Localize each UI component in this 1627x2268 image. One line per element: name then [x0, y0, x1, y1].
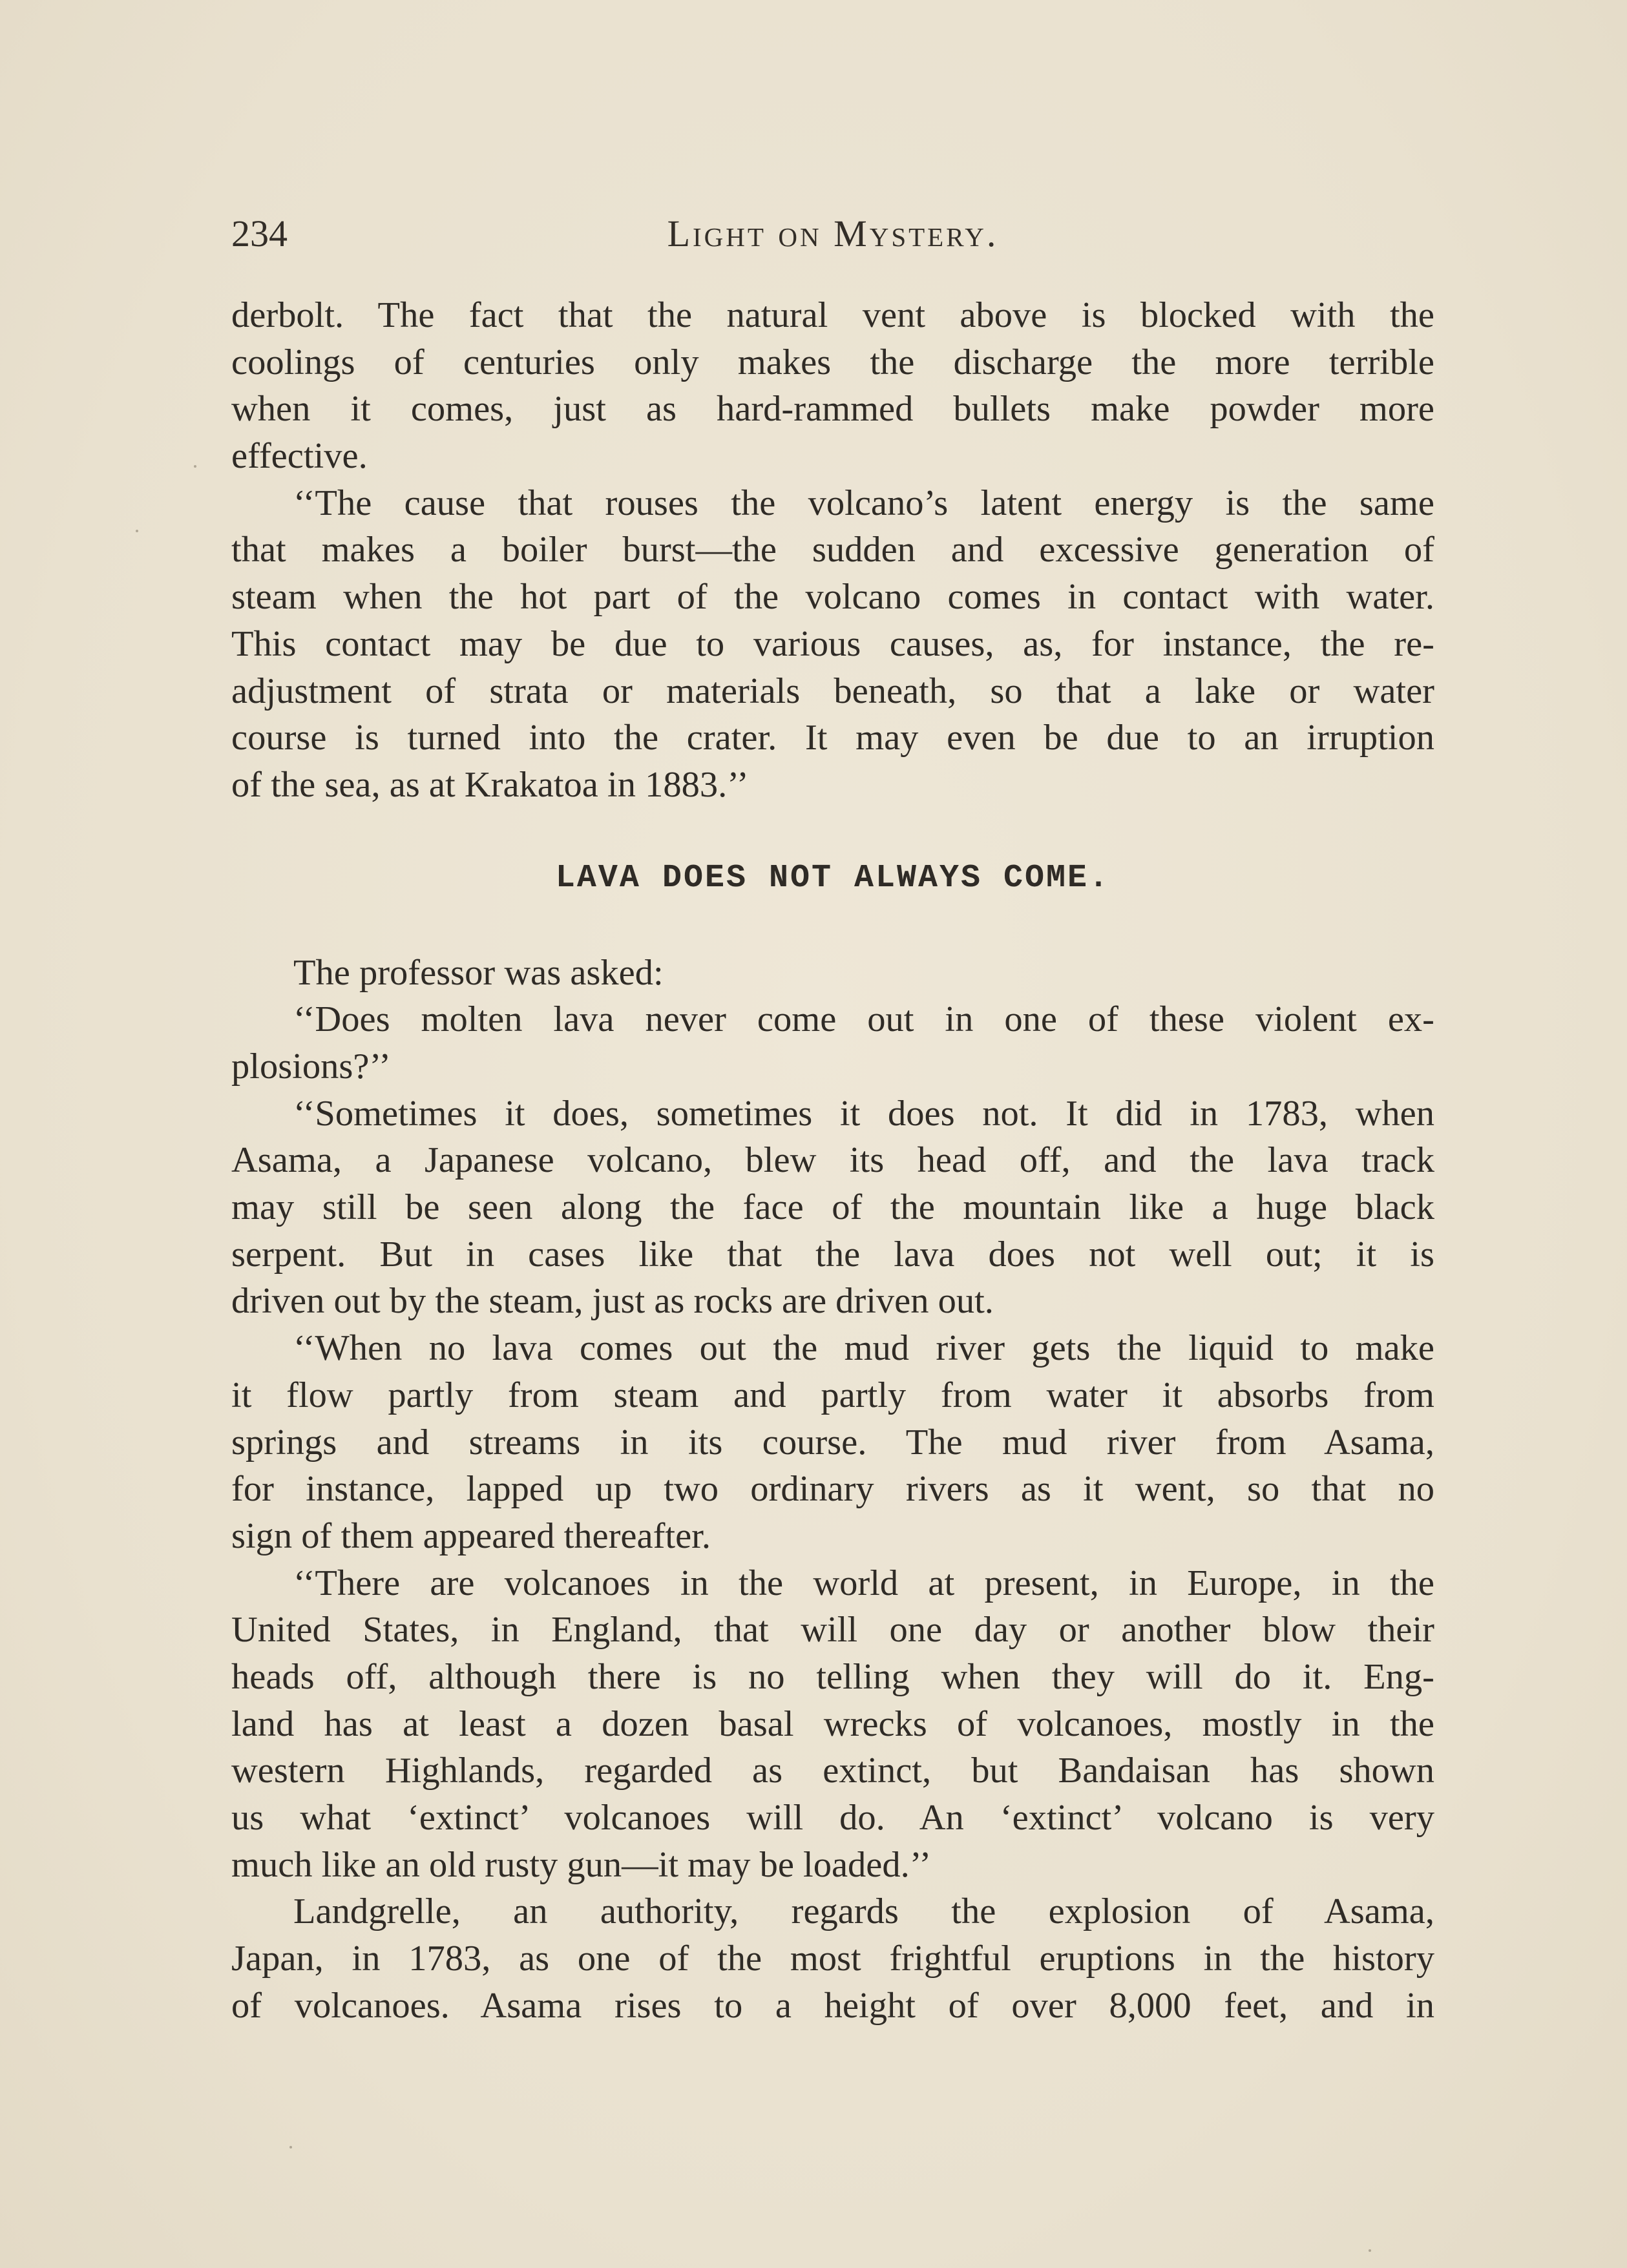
text-line: steam when the hot part of the volcano comes in contact with water.	[231, 577, 1434, 618]
text-line: course is turned into the crater. It may even be due to an irruption	[231, 718, 1434, 758]
text-line: springs and streams in its course. The mud river from Asama,	[231, 1422, 1434, 1462]
text-line: heads off, although there is no telling when they will do it. Eng-	[231, 1656, 1434, 1697]
text-line: may still be seen along the face of the mountain like a huge black	[231, 1187, 1434, 1228]
text-line: derbolt. The fact that the natural vent above is blocked with the	[231, 295, 1434, 335]
text-line: ‘‘There are volcanoes in the world at present, in Europe, in the	[293, 1563, 1434, 1603]
spacer	[231, 902, 1434, 950]
page-number: 234	[231, 213, 288, 255]
text-line: United States, in England, that will one day or another blow their	[231, 1610, 1434, 1650]
text-line: when it comes, just as hard-rammed bullets make powder more	[231, 389, 1434, 430]
text-line: of the sea, as at Krakatoa in 1883.’’	[231, 764, 749, 805]
text-line: western Highlands, regarded as extinct, but Bandaisan has shown	[231, 1751, 1434, 1791]
text-line: ‘‘Sometimes it does, sometimes it does not. It did in 1783, when	[293, 1093, 1434, 1134]
text-line: coolings of centuries only makes the discharge the more terrible	[231, 342, 1434, 382]
text-line: it flow partly from steam and partly from water it absorbs from	[231, 1375, 1434, 1415]
text-line: Landgrelle, an authority, regards the explosion of Asama,	[293, 1891, 1434, 1932]
section-heading: LAVA DOES NOT ALWAYS COME.	[555, 860, 1111, 897]
text-line: land has at least a dozen basal wrecks of volcanoes, mostly in the	[231, 1703, 1434, 1744]
text-line: plosions?’’	[231, 1046, 391, 1087]
text-line: sign of them appeared thereafter.	[231, 1515, 711, 1556]
text-line: ‘‘Does molten lava never come out in one of these violent ex-	[293, 999, 1434, 1040]
text-line: that makes a boiler burst—the sudden and excessive generation of	[231, 530, 1434, 570]
text-line: Japan, in 1783, as one of the most frightful eruptions in the history	[231, 1939, 1434, 1979]
running-title: Light on Mystery.	[667, 213, 999, 255]
paper-speck	[194, 465, 196, 468]
text-line: of volcanoes. Asama rises to a height of over 8,000 feet, and in	[231, 1985, 1434, 2026]
text-line: ‘‘When no lava comes out the mud river gets the liquid to make	[293, 1328, 1434, 1369]
text-line: effective.	[231, 436, 368, 477]
text-line: much like an old rusty gun—it may be loaded.’’	[231, 1844, 932, 1885]
text-line: serpent. But in cases like that the lava does not well out; it is	[231, 1234, 1434, 1274]
text-line: ‘‘The cause that rouses the volcano’s latent energy is the same	[293, 483, 1434, 523]
paper-speck	[136, 530, 138, 532]
text-line: for instance, lapped up two ordinary rivers as it went, so that no	[231, 1469, 1434, 1510]
text-line: The professor was asked:	[293, 952, 664, 993]
text-line: This contact may be due to various causes, as, for instance, the re-	[231, 623, 1434, 664]
text-line: driven out by the steam, just as rocks are driven out.	[231, 1281, 994, 1322]
paper-speck	[289, 2146, 292, 2148]
body-text	[231, 292, 1434, 2029]
spacer	[231, 809, 1434, 856]
text-line: adjustment of strata or materials beneath, so that a lake or water	[231, 671, 1434, 711]
page-header	[231, 208, 1434, 260]
paper-speck	[1369, 2249, 1371, 2252]
text-line: us what ‘extinct’ volcanoes will do. An ‘extinct’ volcano is very	[231, 1798, 1434, 1838]
text-line: Asama, a Japanese volcano, blew its head off, and the lava track	[231, 1140, 1434, 1181]
